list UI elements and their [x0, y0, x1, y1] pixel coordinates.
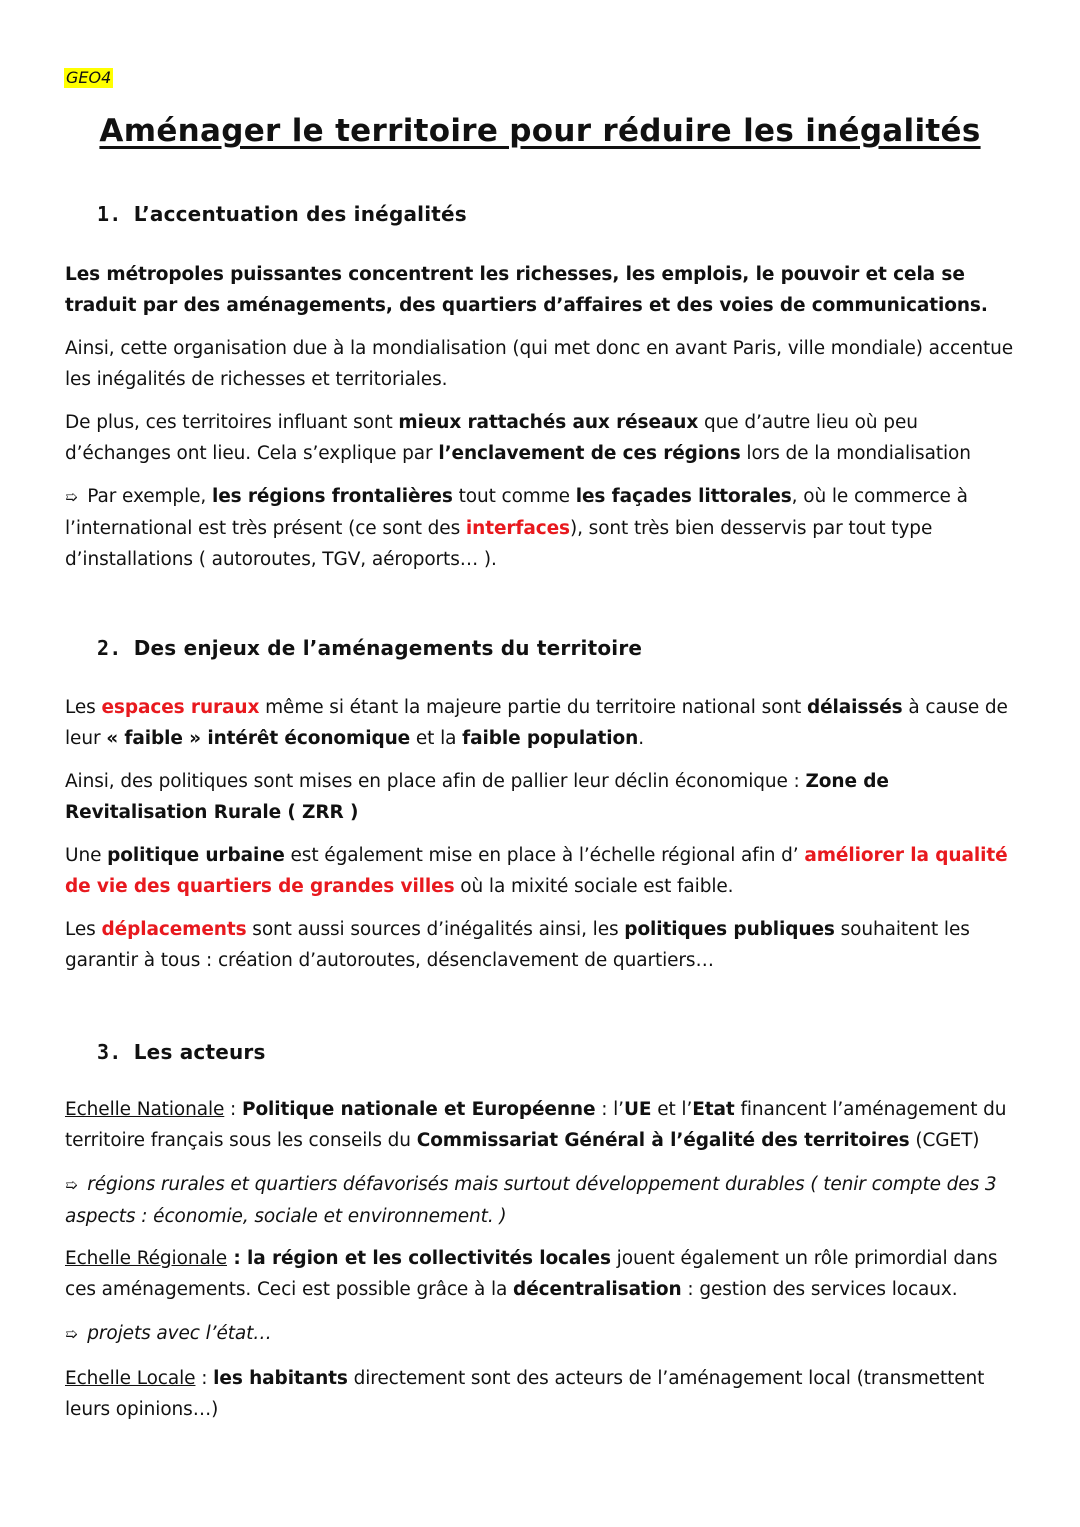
- s2-p4-a: Les: [65, 919, 102, 940]
- s2-p3-e: où la mixité sociale est faible.: [454, 876, 734, 897]
- s2-p1-a: Les: [65, 697, 102, 718]
- s2-p1-c: même si étant la majeure partie du territoire national sont: [259, 697, 807, 718]
- s2-p1-e: à cause de leur: [65, 697, 1008, 749]
- s3-p1-d: : l’: [595, 1099, 624, 1120]
- s1-p4-e: , où le commerce à l’international est très présent (ce sont des: [65, 486, 968, 539]
- s2-p3-b: politique urbaine: [107, 845, 285, 866]
- s3-p1-c: Politique nationale et Européenne: [241, 1099, 596, 1120]
- s2-p4-e: souhaitent les garantir à tous : création d’autoroutes, désenclavement de quartiers…: [65, 919, 970, 971]
- s2-p1-f: « faible » intérêt économique: [106, 728, 411, 749]
- section-3-title: Les acteurs: [133, 1040, 266, 1064]
- s3-p4-text: projets avec l’état…: [81, 1323, 272, 1344]
- s2-p1-h: faible population: [462, 728, 639, 749]
- s2-p1-d: délaissés: [806, 697, 903, 718]
- section-1-title: L’accentuation des inégalités: [133, 202, 467, 226]
- s2-p4-d: politiques publiques: [624, 919, 835, 940]
- s2-p2-a: Ainsi, des politiques sont mises en place afin de pallier leur déclin économique :: [65, 771, 806, 792]
- s1-p4-g: ), sont très bien desservis par tout type d’installations ( autoroutes, TGV, aéroports… ).: [65, 518, 933, 570]
- s1-p4-a: Par exemple,: [81, 486, 212, 507]
- s1-paragraph-3: [65, 407, 1025, 469]
- s3-p1-a: Echelle Nationale: [65, 1099, 225, 1120]
- s2-paragraph-4: [65, 914, 1025, 976]
- section-1-number: 1.: [97, 202, 122, 226]
- s2-paragraph-1: [65, 692, 1025, 754]
- s3-p1-i: Commissariat Général à l’égalité des territoires: [416, 1130, 910, 1151]
- s2-p4-b: déplacements: [101, 919, 247, 940]
- s3-p2-text: régions rurales et quartiers défavorisés mais surtout développement durables ( tenir compte des 3 aspects : économie, sociale et environnement. ): [65, 1174, 997, 1227]
- s1-paragraph-1: [65, 259, 1025, 321]
- s2-p4-c: sont aussi sources d’inégalités ainsi, les: [246, 919, 625, 940]
- s2-p3-a: Une: [65, 845, 108, 866]
- s1-p3-e: lors de la mondialisation: [740, 443, 971, 464]
- s3-paragraph-5: [65, 1363, 1025, 1425]
- section-2-number: 2.: [97, 636, 122, 660]
- s2-paragraph-3: [65, 840, 1025, 902]
- s3-p5-a: Echelle Locale: [65, 1368, 196, 1389]
- s3-p1-b: :: [224, 1099, 242, 1120]
- s3-p3-c: la région et les collectivités locales: [246, 1248, 611, 1269]
- s2-p3-c: est également mise en place à l’échelle régional afin d’: [284, 845, 805, 866]
- section-3-heading: [97, 1040, 266, 1064]
- arrow-icon: ➯: [65, 488, 78, 506]
- s3-p1-j: (CGET): [909, 1130, 980, 1151]
- course-tag: GEO4: [66, 68, 112, 87]
- s3-p1-h: financent l’aménagement du territoire français sous les conseils du: [65, 1099, 1007, 1151]
- s3-p5-c: les habitants: [213, 1368, 348, 1389]
- s1-p3-b: mieux rattachés aux réseaux: [398, 412, 699, 433]
- s3-p1-f: et l’: [651, 1099, 693, 1120]
- s2-p2-b: Zone de Revitalisation Rurale ( ZRR ): [65, 771, 889, 823]
- s3-paragraph-4: [65, 1318, 1025, 1350]
- s1-p1-text: Les métropoles puissantes concentrent les richesses, les emplois, le pouvoir et cela se traduit par des aménagements, des quartiers d’affaires et des voies de communications.: [65, 264, 988, 316]
- s1-p4-c: tout comme: [452, 486, 576, 507]
- page-title: Aménager le territoire pour réduire les inégalités: [99, 113, 981, 149]
- s2-p1-b: espaces ruraux: [101, 697, 260, 718]
- s1-p3-a: De plus, ces territoires influant sont: [65, 412, 399, 433]
- section-3-number: 3.: [97, 1040, 122, 1064]
- s3-p5-b: :: [195, 1368, 214, 1389]
- s1-p3-c: que d’autre lieu où peu d’échanges ont lieu. Cela s’explique par: [65, 412, 918, 464]
- s3-p1-e: UE: [623, 1099, 652, 1120]
- s1-p4-f: interfaces: [465, 518, 570, 539]
- section-2-heading: [97, 636, 642, 660]
- s1-p4-b: les régions frontalières: [211, 486, 453, 507]
- s3-paragraph-3: [65, 1243, 1025, 1305]
- s3-paragraph-1: [65, 1094, 1025, 1156]
- s2-paragraph-2: [65, 766, 1025, 828]
- s3-p5-d: directement sont des acteurs de l’aménagement local (transmettent leurs opinions…): [65, 1368, 985, 1420]
- s3-p3-a: Echelle Régionale: [65, 1248, 227, 1269]
- s3-p1-g: Etat: [692, 1099, 735, 1120]
- s2-p1-g: et la: [410, 728, 463, 749]
- s1-p4-d: les façades littorales: [575, 486, 792, 507]
- s1-p2-text: Ainsi, cette organisation due à la mondialisation (qui met donc en avant Paris, ville mondiale) accentue les inégalités de richesses et territoriales.: [65, 338, 1014, 390]
- s3-paragraph-2: [65, 1169, 1025, 1232]
- arrow-icon: ➯: [65, 1325, 78, 1343]
- s3-p3-d: jouent également un rôle primordial dans ces aménagements. Ceci est possible grâce à la: [65, 1248, 998, 1300]
- s3-p3-b: :: [227, 1248, 247, 1269]
- s1-paragraph-2: [65, 333, 1025, 395]
- s1-paragraph-4: [65, 481, 1025, 575]
- s3-p3-e: décentralisation: [513, 1279, 682, 1300]
- s2-p3-d: améliorer la qualité de vie des quartiers de grandes villes: [65, 845, 1008, 897]
- arrow-icon: ➯: [65, 1176, 78, 1194]
- section-2-title: Des enjeux de l’aménagements du territoire: [133, 636, 643, 660]
- section-1-heading: [97, 202, 467, 226]
- s3-p3-f: : gestion des services locaux.: [681, 1279, 958, 1300]
- s2-p1-i: .: [638, 728, 644, 749]
- s1-p3-d: l’enclavement de ces régions: [438, 443, 741, 464]
